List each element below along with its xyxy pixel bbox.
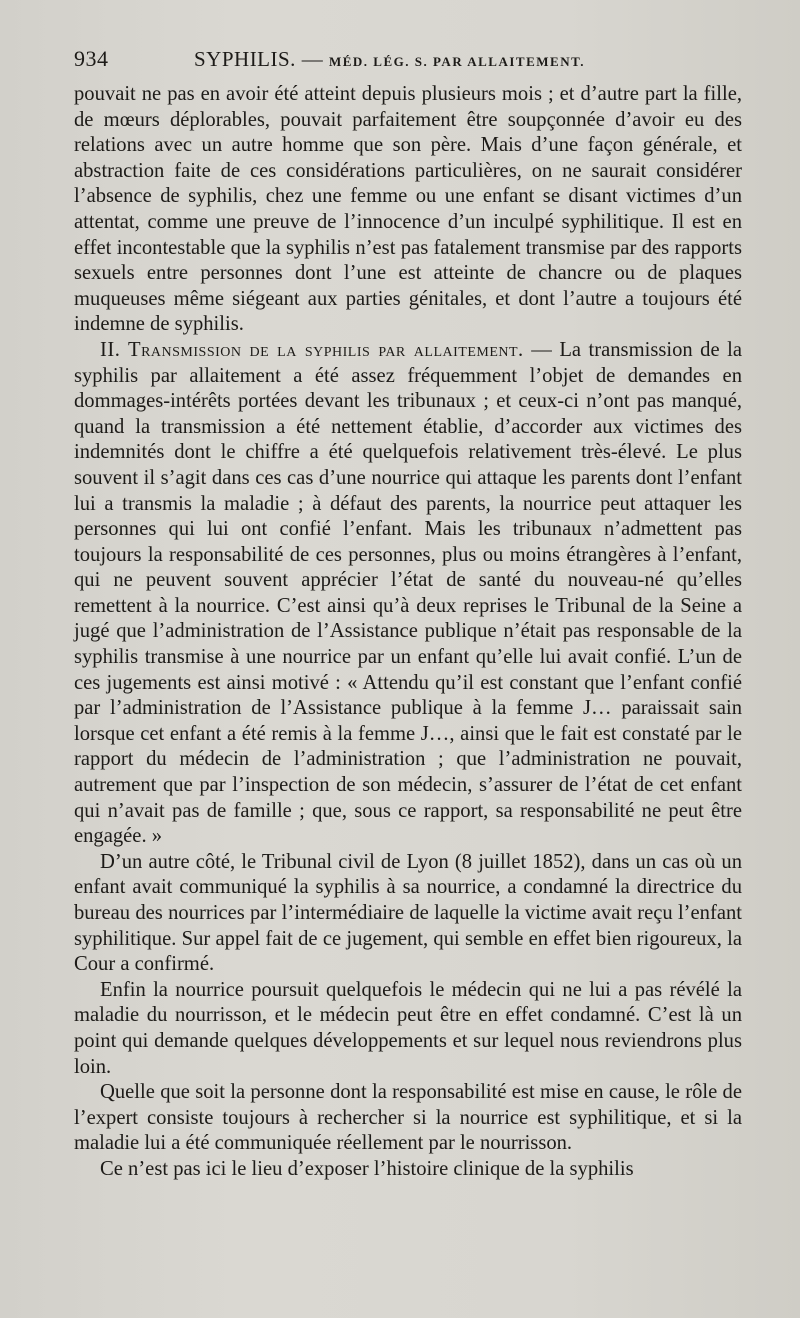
paragraph: D’un autre côté, le Tribunal civil de Lyon (8 juillet 1852), dans un cas où un enfant avait communiqué la syphilis à sa nourrice, a condamné la directrice du bureau des nourrices par l’intermédiaire de laquelle la victime avait reçu l’enfant syphilitique. Sur appel fait de ce jugement, qui semble en effet bien rigoureux, la Cour a confirmé. — [74, 850, 742, 976]
section-body: La transmission de la syphilis par allaitement a été assez fréquemment l’objet de demandes en dommages-intérêts portées devant les tribunaux ; et ceux-ci n’ont pas manqué, quand la transmission a été nettement établie, d’accorder aux victimes des indemnités dont le chiffre a été quelquefois relativement très-élevé. Le plus souvent il s’agit dans ces cas d’une nourrice qui attaque les parents dont l’enfant lui a transmis la maladie ; à défaut des parents, la nourrice peut attaquer les personnes qui lui ont confié l’enfant. Mais les tribunaux n’admettent pas toujours la responsabilité de ces personnes, plus ou moins étrangères à l’enfant, qui ne peuvent souvent apprécier l’état de santé du nouveau-né qu’elles remettent à la nourrice. C’est ainsi qu’à deux reprises le Tribunal de la Seine a jugé que l’administration de l’Assistance publique n’était pas responsable de la syphilis transmise à une nourrice par un enfant qu’elle lui avait confié. L’un de ces jugements est ainsi motivé : « Attendu qu’il est constant que l’enfant confié par l’administration de l’Assistance publique à la femme J… paraissait sain lorsque cet enfant a été remis à la femme J…, ainsi que le fait est constaté par le rapport du médecin de l’administration ; que l’administration ne pouvait, autrement que par l’inspection de son médecin, s’assurer de l’état de cet enfant qui n’avait pas de famille ; que, sous ce rapport, sa responsabilité ne peut être engagée. » — [74, 338, 742, 848]
paragraph: Enfin la nourrice poursuit quelquefois le médecin qui ne lui a pas révélé la maladie du nourrisson, et le médecin peut être en effet condamné. C’est là un point qui demande quelques développements et sur lequel nous reviendrons plus loin. — [74, 978, 742, 1078]
paragraph: Quelle que soit la personne dont la responsabilité est mise en cause, le rôle de l’expert consiste toujours à rechercher si la nourrice est syphilitique, et si la maladie lui a été communiquée réellement par le nourrisson. — [74, 1081, 742, 1155]
paragraph: pouvait ne pas en avoir été atteint depuis plusieurs mois ; et d’autre part la fille, de mœurs déplorables, pouvait parfaitement être soupçonnée d’avoir eu des relations avec un autre homme que son père. Mais d’une façon générale, et abstraction faite de ces considérations particulières, on ne saurait considérer l’absence de syphilis, chez une femme ou une enfant se disant victimes d’un attentat, comme une preuve de l’innocence d’un inculpé syphilitique. Il est en effet incontestable que la syphilis n’est pas fatalement transmise par des rapports sexuels entre personnes dont l’une est atteinte de chancre ou de plaques muqueuses même siégeant aux parties génitales, et dont l’autre a toujours été indemne de syphilis. — [74, 83, 742, 336]
section-heading: II. Transmission de la syphilis par allaitement. — [100, 338, 524, 361]
paragraph-section-ii — [74, 338, 742, 850]
page-number: 934 — [74, 46, 109, 71]
running-title-dash: — — [301, 47, 324, 71]
body-text — [74, 82, 742, 1183]
section-heading-dash: — — [523, 338, 560, 361]
running-title-main: SYPHILIS. — [194, 47, 296, 71]
running-header — [74, 46, 742, 82]
running-title — [194, 47, 585, 72]
paragraph: Ce n’est pas ici le lieu d’exposer l’histoire clinique de la syphilis — [100, 1157, 634, 1180]
running-title-subtitle: MÉD. LÉG. S. PAR ALLAITEMENT. — [328, 54, 586, 69]
